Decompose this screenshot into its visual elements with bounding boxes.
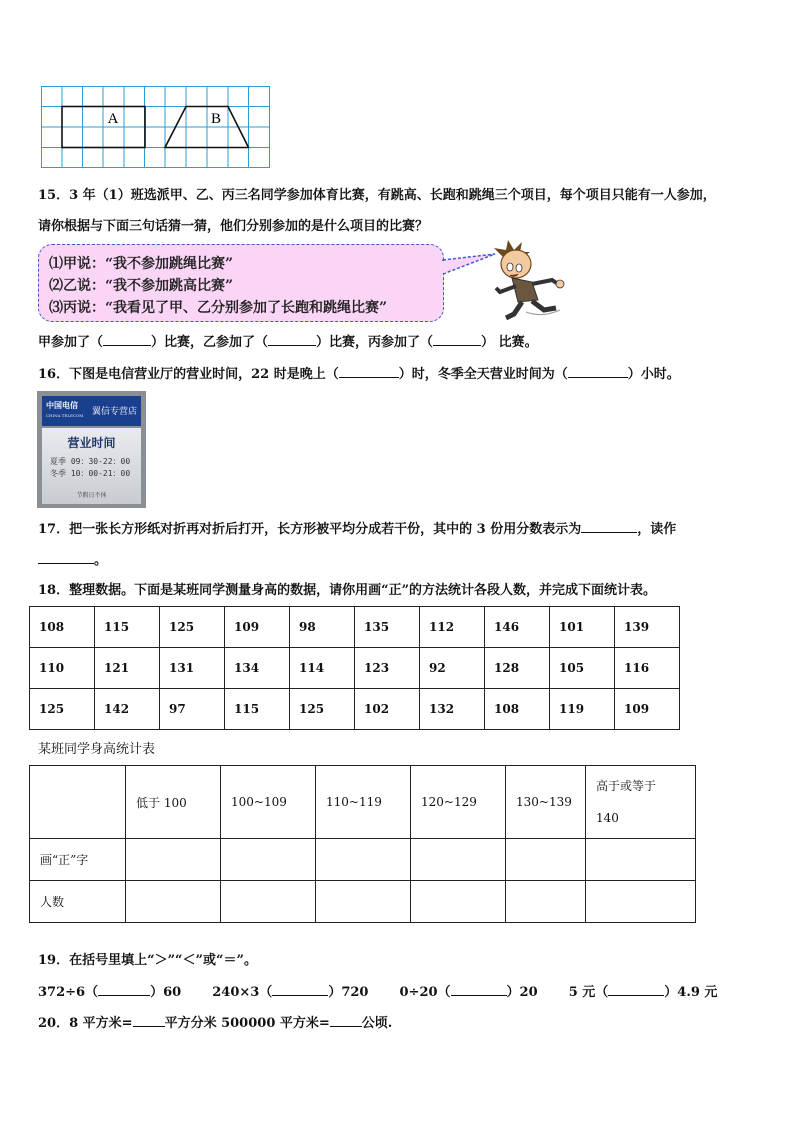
q20-text: 20．8 平方米= 平方分米 500000 平方米= 公顷. [38, 1016, 393, 1031]
table-cell[interactable] [221, 881, 316, 923]
table-cell: 128 [485, 648, 550, 689]
table-cell[interactable] [126, 881, 221, 923]
q17-line2: 。 [38, 551, 107, 570]
label-a: A [107, 111, 119, 127]
table-cell[interactable] [126, 839, 221, 881]
table-cell: 131 [160, 648, 225, 689]
q20-blank-2[interactable] [330, 1014, 362, 1027]
table-cell: 123 [355, 648, 420, 689]
table-cell: 98 [290, 607, 355, 648]
row-label: 人数 [30, 881, 126, 923]
speech-bubble [38, 244, 444, 322]
table-cell: 132 [420, 689, 485, 730]
q17-blank-2[interactable] [38, 551, 94, 564]
q15-line1: 15．3 年（1）班选派甲、乙、丙三名同学参加体育比赛，有跳高、长跑和跳绳三个项目，每个项目只能有一人参加， [38, 188, 716, 203]
sign-body [42, 428, 141, 504]
bubble-line-2: ⑵乙说：“我不参加跳高比赛” [49, 278, 234, 294]
table-cell: 125 [290, 689, 355, 730]
height-stat-table [29, 765, 696, 923]
q16-text: 16．下图是电信营业厅的营业时间，22 时是晚上（ ）时，冬季全天营业时间为（ ）小时。 [38, 367, 680, 382]
q19-blank-1[interactable] [98, 983, 150, 996]
table-cell: 142 [95, 689, 160, 730]
table-cell: 115 [95, 607, 160, 648]
table-header: 110~119 [316, 766, 411, 839]
table-row [30, 607, 680, 648]
q19-blank-4[interactable] [608, 983, 664, 996]
table-cell[interactable] [316, 839, 411, 881]
table-cell: 109 [615, 689, 680, 730]
table-row [30, 648, 680, 689]
table-cell[interactable] [316, 881, 411, 923]
height-data-table [29, 606, 680, 730]
grid-figure [41, 86, 270, 168]
sign-header [42, 396, 141, 426]
table-cell: 92 [420, 648, 485, 689]
table-cell: 139 [615, 607, 680, 648]
store-name: 翼信专营店 [92, 407, 138, 417]
table-cell: 109 [225, 607, 290, 648]
table-cell[interactable] [586, 839, 696, 881]
table-cell: 134 [225, 648, 290, 689]
table-cell[interactable] [221, 839, 316, 881]
table-cell[interactable] [411, 881, 506, 923]
table-cell: 119 [550, 689, 615, 730]
table-cell: 97 [160, 689, 225, 730]
table-cell: 108 [30, 607, 95, 648]
table-cell: 146 [485, 607, 550, 648]
table-header: 130~139 [506, 766, 586, 839]
q19-blank-3[interactable] [451, 983, 507, 996]
q15-answer-line: 甲参加了（ ）比赛，乙参加了（ ）比赛，丙参加了（ ） 比赛。 [38, 335, 538, 350]
running-child-illustration [486, 238, 572, 324]
q20-blank-1[interactable] [133, 1014, 165, 1027]
q19-items: 372÷6（ ）60 240×3（ ）720 0÷20（ ）20 5 元（ ）4.9 元 [38, 985, 718, 1000]
table-header: 高于或等于 140 [586, 766, 696, 839]
q15-blank-1[interactable] [103, 333, 151, 346]
table-cell: 116 [615, 648, 680, 689]
table-cell: 101 [550, 607, 615, 648]
q19-text: 19．在括号里填上“＞”“＜”或“＝”。 [38, 953, 257, 968]
table-cell: 105 [550, 648, 615, 689]
table-row [30, 881, 696, 923]
label-b: B [210, 111, 222, 127]
q17-blank-1[interactable] [581, 520, 637, 533]
table-row [30, 689, 680, 730]
q15-blank-3[interactable] [433, 333, 481, 346]
sign-title: 营业时间 [67, 436, 116, 450]
stat-table-title: 某班同学身高统计表 [38, 742, 156, 757]
brand-sub: CHINA TELECOM [46, 413, 84, 418]
table-cell: 121 [95, 648, 160, 689]
q16-blank-2[interactable] [568, 365, 628, 378]
table-header: 120~129 [411, 766, 506, 839]
brand-name: 中国电信 [46, 400, 78, 410]
table-cell: 114 [290, 648, 355, 689]
bubble-line-3: ⑶丙说：“我看见了甲、乙分别参加了长跑和跳绳比赛” [49, 300, 388, 316]
table-cell: 112 [420, 607, 485, 648]
table-cell[interactable] [506, 839, 586, 881]
q16-blank-1[interactable] [339, 365, 399, 378]
q15-blank-2[interactable] [268, 333, 316, 346]
q17-line1: 17．把一张长方形纸对折再对折后打开，长方形被平均分成若干份，其中的 3 份用分数表示为 ，读作 [38, 522, 677, 537]
table-cell: 135 [355, 607, 420, 648]
row-label: 画“正”字 [30, 839, 126, 881]
table-cell [30, 766, 126, 839]
table-row [30, 766, 696, 839]
q18-text: 18．整理数据。下面是某班同学测量身高的数据，请你用画“正”的方法统计各段人数，并完成下面统计表。 [38, 583, 657, 598]
q19-blank-2[interactable] [272, 983, 328, 996]
table-cell: 125 [30, 689, 95, 730]
table-cell: 115 [225, 689, 290, 730]
table-row [30, 839, 696, 881]
table-cell[interactable] [411, 839, 506, 881]
table-cell[interactable] [586, 881, 696, 923]
table-cell: 108 [485, 689, 550, 730]
winter-hours: 冬季 10：00-21：00 [50, 469, 131, 478]
table-header: 低于 100 [126, 766, 221, 839]
q15-line2: 请你根据与下面三句话猜一猜，他们分别参加的是什么项目的比赛？ [38, 219, 429, 234]
summer-hours: 夏季 09：30-22：00 [50, 457, 131, 466]
bubble-line-1: ⑴甲说：“我不参加跳绳比赛” [49, 256, 234, 272]
table-cell: 102 [355, 689, 420, 730]
table-cell: 125 [160, 607, 225, 648]
table-cell: 110 [30, 648, 95, 689]
business-hours-sign [37, 391, 146, 508]
table-cell[interactable] [506, 881, 586, 923]
table-header: 100~109 [221, 766, 316, 839]
holiday-note: 节假日不休 [76, 492, 107, 499]
